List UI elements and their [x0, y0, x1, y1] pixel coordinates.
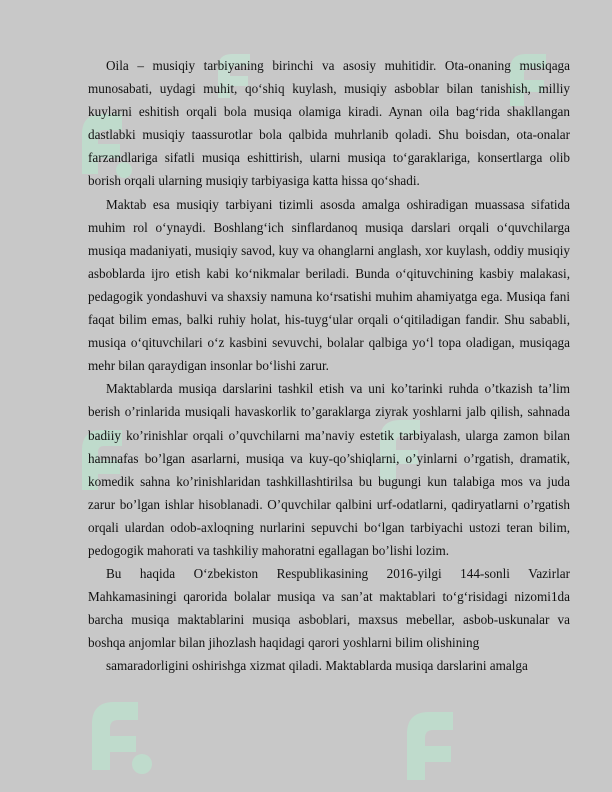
paragraph-government-decree: Bu haqida O‘zbekiston Respublikasining 2016-yilgi 144-sonli Vazirlar Mahkamasiningi qarorida bolalar musiqa va san’at maktablari to‘g‘risidagi nizomi1da barcha musiqa maktablarini musiqa asboblari, maxsus mebellar, asbob-uskunalar va boshqa anjomlar bilan jihozlash haqidagi qarori yoshlarni bilim olishining	[88, 566, 570, 651]
watermark-icon	[395, 700, 475, 790]
paragraph-music-lessons: Maktablarda musiqa darslarini tashkil etish va uni ko’tarinki ruhda o’tkazish ta’lim berish o’rinlarida musiqali havaskorlik to’garaklarga ziyrak yoshlarni jalb qilish, sahnada badiiy ko’rinishlar orqali o’quvchilarni ma’naviy estetik tarbiyalash, ularga zamon bilan hamnafas bo’lgan asarlarni, musiqa va kuy-qo’shiqlarni, o’yinlarni o’rgatish, dramatik, komedik sahna ko’rinishlaridan tashkillashtirilsa bu bugungi kun talabiga mos va juda zarur bo’lgan ishlar hisoblanadi. O’quvchilar qalbini urf-odatlarni, qadiryatlarni o’rgatish orqali ulardan odob-axloqning nurlarini sepuvchi bo‘lgan tarbiyachi ustozi teran bilim, pedogogik mahorati va tashkiliy mahoratni egallagan bo’lishi lozim.	[88, 381, 570, 558]
paragraph-school-role: Maktab esa musiqiy tarbiyani tizimli asosda amalga oshiradigan muassasa sifatida muhim rol o‘ynaydi. Boshlang‘ich sinflardanoq musiqa darslari orqali o‘quvchilarga musiqa madaniyati, musiqiy savod, kuy va ohanglarni anglash, xor kuylash, oddiy musiqiy asboblarda ijro etish kabi ko‘nikmalar beriladi. Bunda o‘qituvchining kasbiy malakasi, pedagogik yondashuvi va shaxsiy namuna ko‘rsatishi muhim ahamiyatga ega. Musiqa fani faqat bilim emas, balki ruhiy holat, his-tuyg‘ular orqali o‘qitiladigan fandir. Shu sababli, musiqa o‘qituvchilari o‘z kasbini sevuvchi, bolalar qalbiga yo‘l topa oladigan, musiqaga mehr bilan qaraydigan insonlar bo‘lishi zarur.	[88, 196, 570, 374]
document-body	[88, 54, 570, 678]
paragraph-family-role: Oila – musiqiy tarbiyaning birinchi va asosiy muhitidir. Ota-onaning musiqaga munosabati, uydagi muhit, qo‘shiq kuylash, musiqiy asboblar bilan tanishish, milliy kuylarni eshitish orqali bola musiqa olamiga kiradi. Aynan oila bag‘rida shakllangan dastlabki musiqiy taassurotlar bola qalbida muhrlanib qoladi. Shu boisdan, ota-onalar farzandlariga sifatli musiqa eshittirish, ularni musiqa to‘garaklariga, konsertlarga olib borish orqali ularning musiqiy tarbiyasiga katta hissa qo‘shadi.	[88, 58, 570, 189]
watermark-icon	[80, 690, 160, 780]
paragraph-continuation: samaradorligini oshirishga xizmat qiladi. Maktablarda musiqa darslarini amalga	[106, 658, 528, 674]
